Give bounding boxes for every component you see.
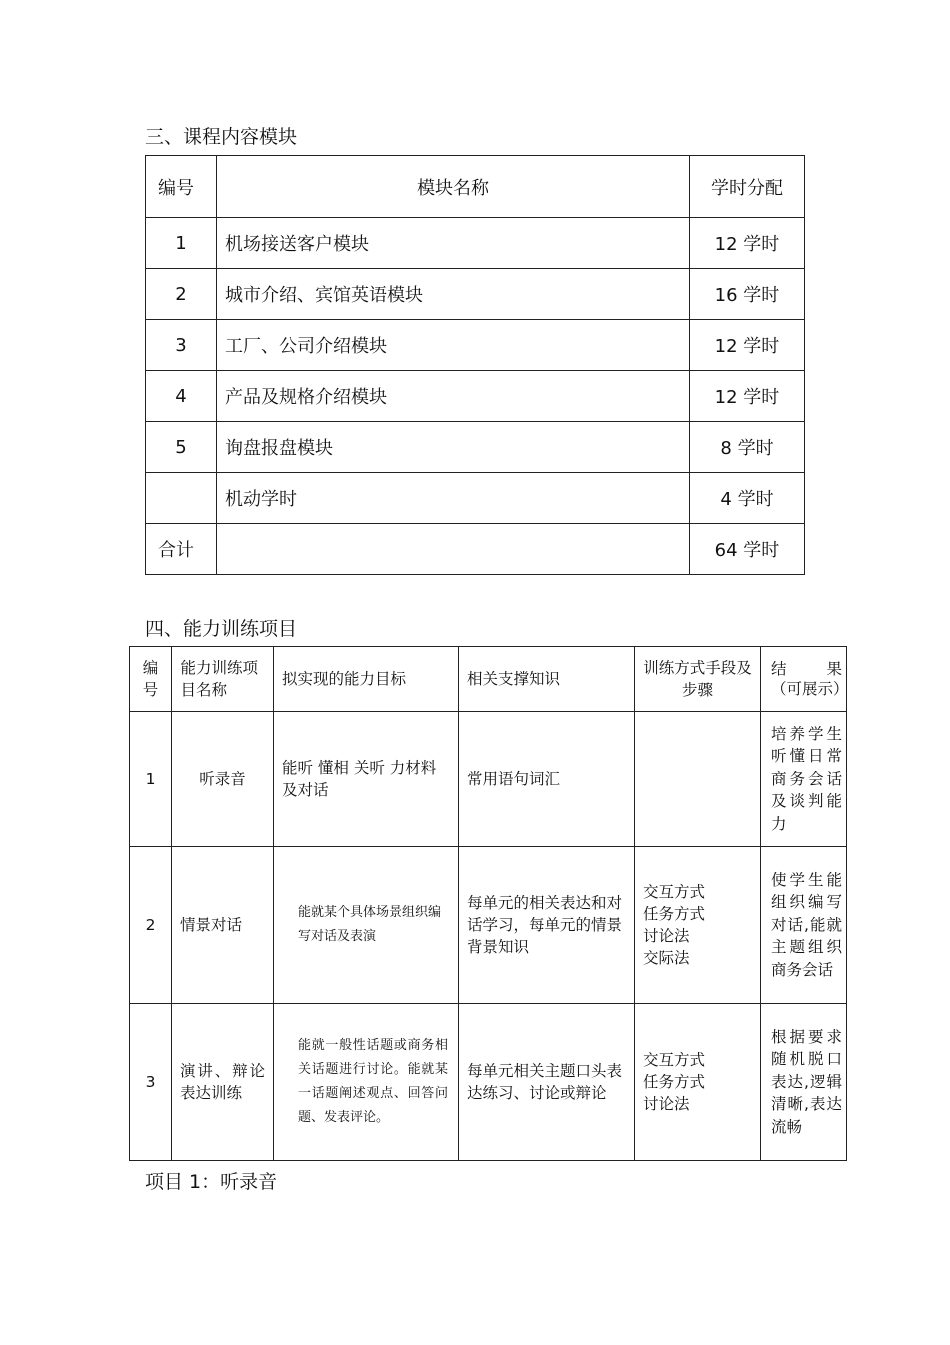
header-knowledge: 相关支撑知识 xyxy=(459,647,635,712)
table-row xyxy=(146,473,805,524)
total-row xyxy=(146,524,805,575)
row-number: 4 xyxy=(146,371,217,422)
table-row xyxy=(146,218,805,269)
header-method: 训练方式手段及步骤 xyxy=(635,647,761,712)
row-number: 1 xyxy=(146,218,217,269)
header-number: 编号 xyxy=(130,647,172,712)
row-method: 交互方式 任务方式 讨论法 交际法 xyxy=(635,847,761,1004)
row-project-name: 情景对话 xyxy=(172,847,274,1004)
row-hours: 12 学时 xyxy=(690,218,805,269)
row-number: 3 xyxy=(146,320,217,371)
row-module-name: 机场接送客户模块 xyxy=(217,218,690,269)
row-module-name: 产品及规格介绍模块 xyxy=(217,371,690,422)
header-project-name: 能力训练项目名称 xyxy=(172,647,274,712)
course-modules-table xyxy=(145,155,805,575)
header-goal: 拟实现的能力目标 xyxy=(274,647,459,712)
section4-title: 四、能力训练项目 xyxy=(145,618,298,640)
row-goal: 能听 懂相 关听 力材料及对话 xyxy=(274,712,459,847)
row-goal: 能就某个具体场景组织编写对话及表演 xyxy=(274,847,459,1004)
row-hours: 12 学时 xyxy=(690,320,805,371)
table-row xyxy=(130,712,847,847)
table-row xyxy=(146,269,805,320)
row-number: 2 xyxy=(130,847,172,1004)
row-knowledge: 每单元相关主题口头表达练习、讨论或辩论 xyxy=(459,1004,635,1161)
total-label: 合计 xyxy=(146,524,217,575)
row-number: 2 xyxy=(146,269,217,320)
total-hours: 64 学时 xyxy=(690,524,805,575)
table-row xyxy=(146,422,805,473)
row-number xyxy=(146,473,217,524)
row-result: 使学生能组织编写对话,能就主题组织商务会话 xyxy=(761,847,847,1004)
table-row xyxy=(146,371,805,422)
row-result: 培养学生听懂日常商务会话及谈判能力 xyxy=(761,712,847,847)
row-hours: 8 学时 xyxy=(690,422,805,473)
row-method: 交互方式 任务方式 讨论法 xyxy=(635,1004,761,1161)
row-knowledge: 每单元的相关表达和对话学习，每单元的情景背景知识 xyxy=(459,847,635,1004)
row-hours: 12 学时 xyxy=(690,371,805,422)
section3-title: 三、课程内容模块 xyxy=(145,126,298,148)
row-module-name: 询盘报盘模块 xyxy=(217,422,690,473)
row-module-name: 工厂、公司介绍模块 xyxy=(217,320,690,371)
row-number: 3 xyxy=(130,1004,172,1161)
row-project-name: 演讲、辩论表达训练 xyxy=(172,1004,274,1161)
table-row xyxy=(130,1004,847,1161)
row-result: 根据要求随机脱口表达,逻辑清晰,表达流畅 xyxy=(761,1004,847,1161)
table-row xyxy=(146,320,805,371)
training-projects-table xyxy=(129,646,847,1161)
row-number: 1 xyxy=(130,712,172,847)
header-module-name: 模块名称 xyxy=(217,156,690,218)
header-result: 结 果（可展示） xyxy=(761,647,847,712)
header-hours: 学时分配 xyxy=(690,156,805,218)
row-method xyxy=(635,712,761,847)
table-header-row xyxy=(146,156,805,218)
row-goal: 能就一般性话题或商务相关话题进行讨论。能就某一话题阐述观点、回答问题、发表评论。 xyxy=(274,1004,459,1161)
row-number: 5 xyxy=(146,422,217,473)
row-hours: 4 学时 xyxy=(690,473,805,524)
header-number: 编号 xyxy=(146,156,217,218)
row-project-name: 听录音 xyxy=(172,712,274,847)
row-knowledge: 常用语句词汇 xyxy=(459,712,635,847)
row-module-name: 城市介绍、宾馆英语模块 xyxy=(217,269,690,320)
table-header-row xyxy=(130,647,847,712)
total-name xyxy=(217,524,690,575)
table-row xyxy=(130,847,847,1004)
project-1-heading: 项目 1：听录音 xyxy=(145,1171,278,1193)
row-hours: 16 学时 xyxy=(690,269,805,320)
row-module-name: 机动学时 xyxy=(217,473,690,524)
